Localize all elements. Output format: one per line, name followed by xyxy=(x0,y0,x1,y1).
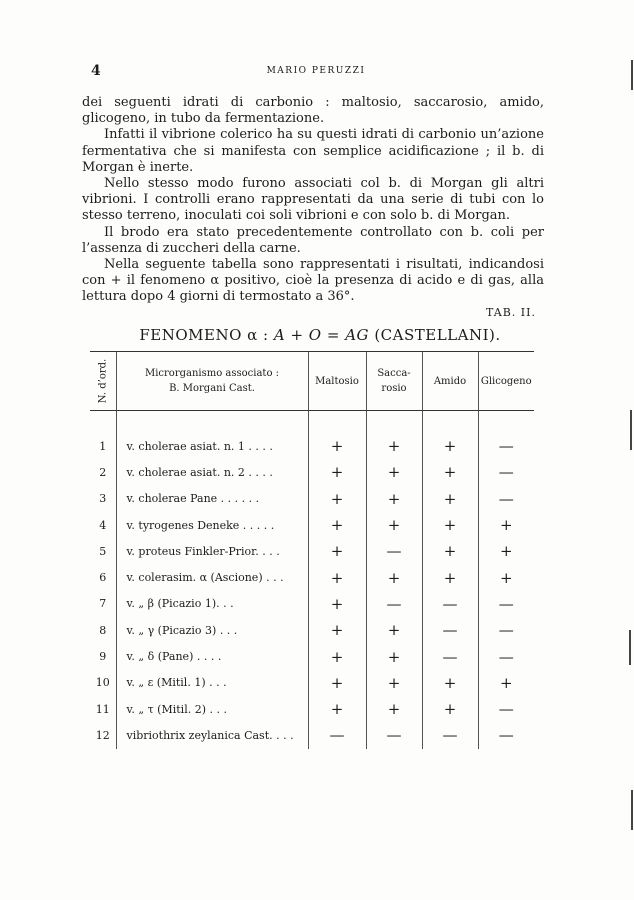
cell-maltosio: — xyxy=(308,722,366,748)
paragraph: Infatti il vibrione colerico ha su questi idrati di carbonio un’azione fermentativa che si manifesta con semplice acidificazione ; il b. di Morgan è inerte. xyxy=(82,127,544,175)
cell-glicogeno: + xyxy=(478,670,534,696)
cell-saccarosio: + xyxy=(366,643,422,669)
scan-edge-mark xyxy=(630,410,632,450)
cell-saccarosio: — xyxy=(366,722,422,748)
header-ord: N. d’ord. xyxy=(90,352,116,411)
cell-amido: + xyxy=(422,512,478,538)
table-row xyxy=(90,722,534,748)
running-head: MARIO PERUZZI xyxy=(266,66,366,76)
row-number: 3 xyxy=(99,492,107,506)
cell-amido: — xyxy=(422,722,478,748)
table-title-formula: A + O = AG xyxy=(273,326,370,344)
header-saccarosio: Sacca- rosio xyxy=(366,352,422,411)
paragraph: Nella seguente tabella sono rappresentati i risultati, indicandosi con + il fenomeno α positivo, cioè la presenza di acido e di gas, alla lettura dopo 4 giorni di termostato a 36°. xyxy=(82,257,544,305)
cell-amido: + xyxy=(422,433,478,459)
cell-saccarosio: + xyxy=(366,512,422,538)
header-maltosio: Maltosio xyxy=(308,352,366,411)
cell-saccarosio: + xyxy=(366,564,422,590)
cell-saccarosio: + xyxy=(366,433,422,459)
cell-glicogeno: + xyxy=(478,564,534,590)
cell-amido: + xyxy=(422,486,478,512)
row-number: 11 xyxy=(95,702,110,716)
cell-maltosio: + xyxy=(308,670,366,696)
cell-amido: — xyxy=(422,591,478,617)
cell-maltosio: + xyxy=(308,564,366,590)
cell-maltosio: + xyxy=(308,486,366,512)
table-title-suffix: (CASTELLANI). xyxy=(374,326,501,344)
cell-glicogeno: — xyxy=(478,617,534,643)
cell-amido: + xyxy=(422,538,478,564)
paragraph: Il brodo era stato precedentemente controllato con b. coli per l’assenza di zuccheri della carne. xyxy=(82,224,544,256)
table-row xyxy=(90,591,534,617)
row-number: 4 xyxy=(99,518,107,532)
table-row xyxy=(90,459,534,485)
cell-glicogeno: — xyxy=(478,722,534,748)
cell-saccarosio: + xyxy=(366,486,422,512)
scan-edge-mark xyxy=(631,790,633,830)
cell-maltosio: + xyxy=(308,512,366,538)
cell-glicogeno: — xyxy=(478,433,534,459)
scan-edge-mark xyxy=(629,630,631,665)
row-organism: v. proteus Finkler-Prior. . . . xyxy=(116,538,308,564)
row-organism: v. „ τ (Mitil. 2) . . . xyxy=(116,696,308,722)
cell-maltosio: + xyxy=(308,591,366,617)
row-number: 9 xyxy=(99,650,107,664)
cell-maltosio: + xyxy=(308,538,366,564)
cell-maltosio: + xyxy=(308,643,366,669)
table-row xyxy=(90,486,534,512)
cell-glicogeno: — xyxy=(478,696,534,722)
header-glicogeno: Glicogeno xyxy=(478,352,534,411)
cell-glicogeno: — xyxy=(478,459,534,485)
table-title-prefix: FENOMENO α : xyxy=(139,326,269,344)
row-organism: v. colerasim. α (Ascione) . . . xyxy=(116,564,308,590)
cell-saccarosio: + xyxy=(366,617,422,643)
table-row xyxy=(90,564,534,590)
row-organism: v. cholerae Pane . . . . . . xyxy=(116,486,308,512)
cell-glicogeno: — xyxy=(478,591,534,617)
row-organism: v. „ β (Picazio 1). . . xyxy=(116,591,308,617)
paragraph: Nello stesso modo furono associati col b. di Morgan gli altri vibrioni. I controlli erano rappresentati da una serie di tubi con lo stesso terreno, inoculati coi soli vibrioni e con solo b. di Morgan. xyxy=(82,176,544,224)
page-number: 4 xyxy=(91,63,101,79)
cell-amido: + xyxy=(422,459,478,485)
table-header-row xyxy=(90,352,534,411)
cell-amido: — xyxy=(422,643,478,669)
cell-maltosio: + xyxy=(308,696,366,722)
row-number: 7 xyxy=(99,597,107,611)
row-number: 10 xyxy=(95,676,110,690)
scan-edge-mark xyxy=(631,60,633,90)
cell-saccarosio: — xyxy=(366,538,422,564)
cell-glicogeno: + xyxy=(478,512,534,538)
cell-saccarosio: — xyxy=(366,591,422,617)
table-row xyxy=(90,617,534,643)
header-amido: Amido xyxy=(422,352,478,411)
cell-maltosio: + xyxy=(308,433,366,459)
row-number: 1 xyxy=(99,439,107,453)
table-row xyxy=(90,670,534,696)
table-row xyxy=(90,512,534,538)
row-organism: v. cholerae asiat. n. 1 . . . . xyxy=(116,433,308,459)
row-number: 5 xyxy=(99,544,107,558)
cell-glicogeno: + xyxy=(478,538,534,564)
cell-amido: + xyxy=(422,564,478,590)
row-number: 6 xyxy=(99,571,107,585)
row-number: 12 xyxy=(95,728,110,742)
table-row xyxy=(90,643,534,669)
cell-maltosio: + xyxy=(308,459,366,485)
row-organism: vibriothrix zeylanica Cast. . . . xyxy=(116,722,308,748)
row-organism: v. „ ε (Mitil. 1) . . . xyxy=(116,670,308,696)
page-header xyxy=(91,63,541,79)
row-organism: v. cholerae asiat. n. 2 . . . . xyxy=(116,459,308,485)
cell-amido: + xyxy=(422,696,478,722)
results-table xyxy=(90,351,534,749)
row-organism: v. „ δ (Pane) . . . . xyxy=(116,643,308,669)
header-organism: Microrganismo associato : B. Morgani Cast. xyxy=(116,352,308,411)
table-row xyxy=(90,696,534,722)
table-row xyxy=(90,433,534,459)
body-text xyxy=(82,95,544,306)
cell-amido: — xyxy=(422,617,478,643)
paragraph: dei seguenti idrati di carbonio : maltosio, saccarosio, amido, glicogeno, in tubo da fermentazione. xyxy=(82,95,544,127)
table-row xyxy=(90,538,534,564)
row-number: 2 xyxy=(99,465,107,479)
table-title xyxy=(90,326,550,344)
cell-saccarosio: + xyxy=(366,696,422,722)
cell-saccarosio: + xyxy=(366,459,422,485)
row-organism: v. „ γ (Picazio 3) . . . xyxy=(116,617,308,643)
cell-saccarosio: + xyxy=(366,670,422,696)
cell-glicogeno: — xyxy=(478,486,534,512)
table-label: TAB. II. xyxy=(486,306,536,319)
row-number: 8 xyxy=(99,623,107,637)
cell-maltosio: + xyxy=(308,617,366,643)
cell-amido: + xyxy=(422,670,478,696)
cell-glicogeno: — xyxy=(478,643,534,669)
row-organism: v. tyrogenes Deneke . . . . . xyxy=(116,512,308,538)
